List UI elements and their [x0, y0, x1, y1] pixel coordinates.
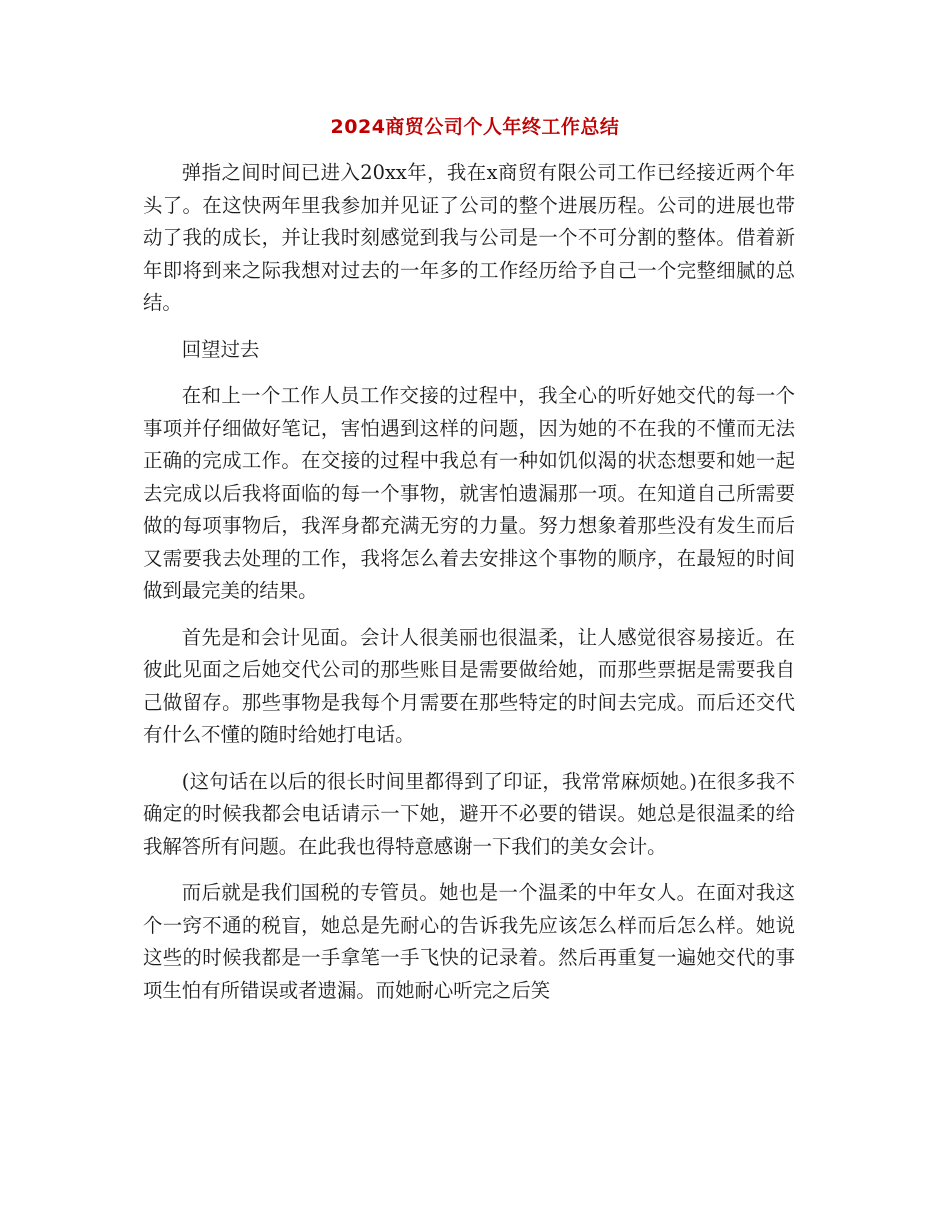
paragraph-intro: 弹指之间时间已进入20xx年，我在x商贸有限公司工作已经接近两个年头了。在这快两年里我参加并见证了公司的整个进展历程。公司的进展也带动了我的成长，并让我时刻感觉到我与公司是一个不可分割的整体。借着新年即将到来之际我想对过去的一年多的工作经历给予自己一个完整细腻的总结。 — [143, 161, 795, 314]
paragraph-handover: 在和上一个工作人员工作交接的过程中，我全心的听好她交代的每一个事项并仔细做好笔记，害怕遇到这样的问题，因为她的不在我的不懂而无法正确的完成工作。在交接的过程中我总有一种如饥似渴的状态想要和她一起去完成以后我将面临的每一个事物，就害怕遗漏那一项。在知道自己所需要做的每项事物后，我浑身都充满无穷的力量。努力想象着那些没有发生而后又需要我去处理的工作，我将怎么着去安排这个事物的顺序，在最短的时间做到最完美的结果。 — [143, 384, 795, 602]
document-title: 2024商贸公司个人年终工作总结 — [330, 116, 620, 138]
paragraph-accountant: 首先是和会计见面。会计人很美丽也很温柔，让人感觉很容易接近。在彼此见面之后她交代公司的那些账目是需要做给她，而那些票据是需要我自己做留存。那些事物是我每个月需要在那些特定的时间去完成。而后还交代有什么不懂的随时给她打电话。 — [143, 625, 795, 746]
paragraph-thanks: (这句话在以后的很长时间里都得到了印证，我常常麻烦她。)在很多我不确定的时候我都会电话请示一下她，避开不必要的错误。她总是很温柔的给我解答所有问题。在此我也得特意感谢一下我们的美女会计。 — [143, 769, 795, 858]
document-body — [143, 157, 795, 1007]
paragraph-tax-officer: 而后就是我们国税的专管员。她也是一个温柔的中年女人。在面对我这个一窍不通的税盲，她总是先耐心的告诉我先应该怎么样而后怎么样。她说这些的时候我都是一手拿笔一手飞快的记录着。然后再重复一遍她交代的事项生怕有所错误或者遗漏。而她耐心听完之后笑 — [143, 881, 795, 1002]
section-heading: 回望过去 — [181, 337, 260, 361]
